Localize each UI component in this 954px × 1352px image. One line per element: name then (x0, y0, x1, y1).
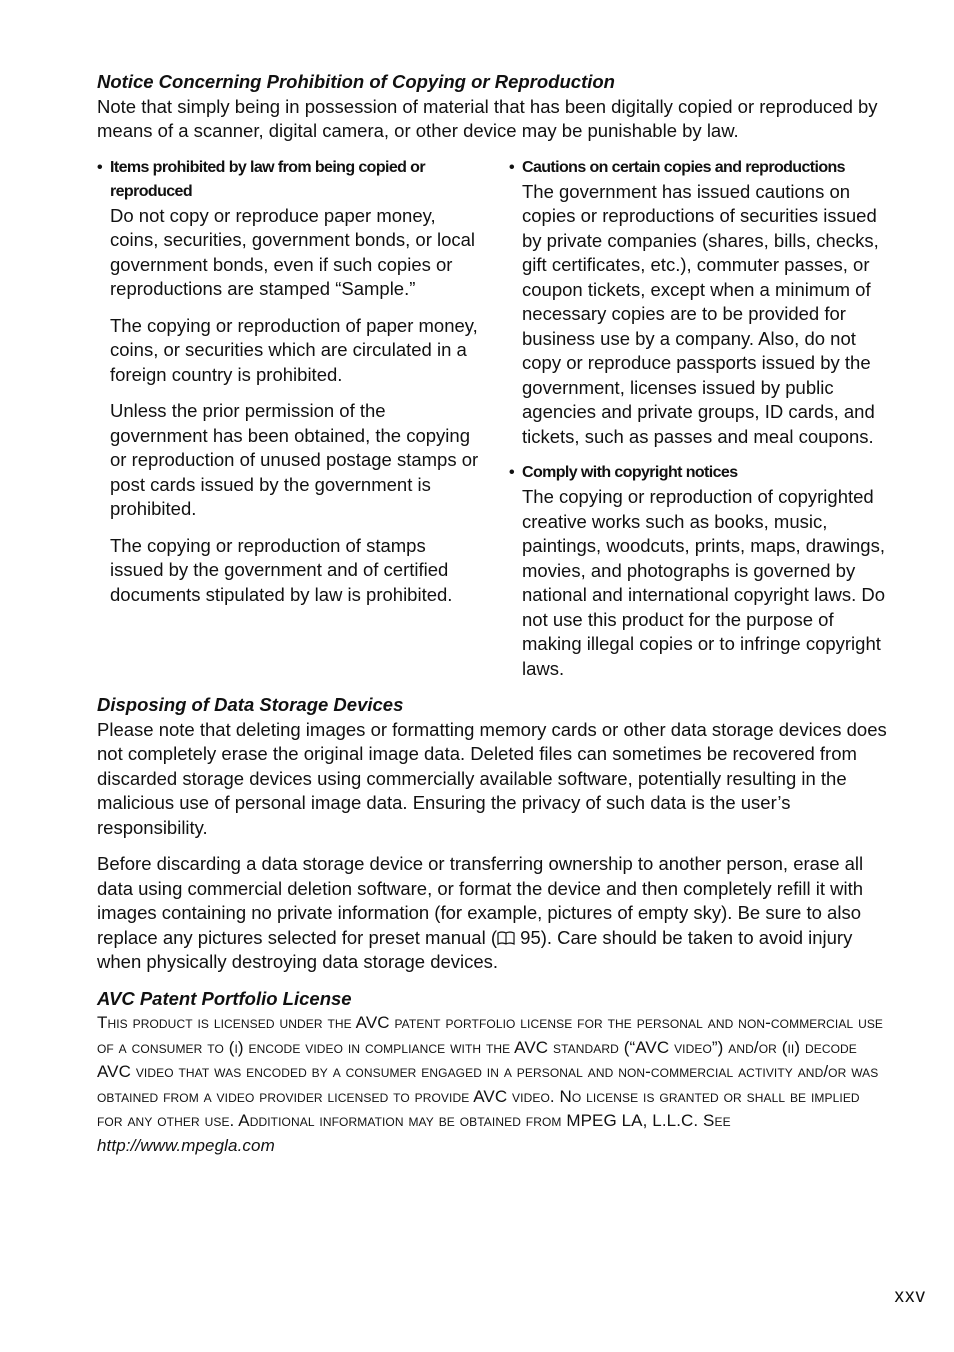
bullet-icon: • (509, 158, 515, 176)
copyright-body (509, 485, 887, 681)
cautions-heading (509, 156, 887, 180)
disposing-paragraph-1: Please note that deleting images or formatting memory cards or other data storage devices does not completely erase the original image data. Deleted files can sometimes be recovered from discarded storage devices using commercially available software, potentially resulting in the malicious use of personal image data. Ensuring the privacy of such data is the user’s responsibility. (97, 718, 887, 838)
prohibited-paragraph: The copying or reproduction of stamps issued by the government and of certified documents stipulated by law is prohibited. (110, 534, 453, 605)
disposing-paragraph-2 (97, 852, 887, 975)
avc-license-body: This product is licensed under the AVC patent portfolio license for the personal and non-commercial use of a consumer to (i) encode video in compliance with the AVC standard (“AVC video”) and/or (ii) decode AVC video that was encoded by a consumer engaged in a personal and non-commercial activity and/or was obtained from a video provider licensed to provide AVC video. No license is granted or shall be implied for any other use. Additional information may be obtained from MPEG LA, L.L.C. See (97, 1013, 884, 1130)
page-content (97, 70, 887, 1158)
cautions-body (509, 180, 887, 450)
mpegla-url[interactable]: http://www.mpegla.com (97, 1135, 275, 1155)
notice-intro: Note that simply being in possession of material that has been digitally copied or reproduced by means of a scanner, digital camera, or other device may be punishable by law. (97, 95, 878, 141)
prohibited-items-heading (97, 156, 479, 204)
notice-title: Notice Concerning Prohibition of Copying or Reproduction (97, 71, 615, 92)
avc-license-text (97, 1011, 887, 1158)
left-column (97, 156, 479, 682)
cautions-paragraph: The government has issued cautions on copies or reproductions of securities issued by private companies (shares, bills, checks, gift certificates, etc.), commuter passes, or coupon tickets, except when a minimum of necessary copies are to be provided for business use by a company. Also, do not copy or reproduce passports issued by the government, licenses issued by public agencies and private groups, ID cards, and tickets, such as passes and meal coupons. (522, 180, 879, 447)
avc-title: AVC Patent Portfolio License (97, 987, 352, 1009)
page-reference-link[interactable]: 95 (520, 926, 541, 948)
right-column (509, 156, 887, 682)
cautions-heading-text: Cautions on certain copies and reproductions (522, 158, 845, 176)
disposing-text-after: ). Care should be taken to avoid injury when physically destroying data storage devices. (97, 926, 853, 972)
prohibited-paragraph: Do not copy or reproduce paper money, coins, securities, government bonds, or local government bonds, even if such copies or reproductions are stamped “Sample.” (110, 204, 476, 299)
copyright-heading (509, 461, 887, 485)
two-column-section (97, 156, 887, 682)
copyright-paragraph: The copying or reproduction of copyrighted creative works such as books, music, paintings, woodcuts, prints, maps, drawings, movies, and photographs is governed by national and international copyright laws. Do not use this product for the purpose of making illegal copies or to infringe copyright laws. (522, 486, 886, 679)
disposing-title: Disposing of Data Storage Devices (97, 694, 404, 715)
copyright-heading-text: Comply with copyright notices (522, 464, 738, 481)
prohibited-paragraph: Unless the prior permission of the government has been obtained, the copying or reproduction of unused postage stamps or post cards issued by the government is prohibited. (110, 400, 479, 519)
prohibited-items-heading-text: Items prohibited by law from being copied or reproduced (110, 158, 425, 200)
bullet-icon: • (97, 158, 103, 176)
bullet-icon: • (509, 464, 515, 481)
disposing-text-before: Before discarding a data storage device or transferring ownership to another person, erase all data using commercial deletion software, or format the device and then completely refill it with images containing no private information (for example, pictures of empty sky). Be sure to also replace any pictures selected for preset manual ( (97, 853, 864, 948)
page-number: xxv (894, 1286, 926, 1307)
prohibited-paragraph: The copying or reproduction of paper money, coins, or securities which are circulated in a foreign country is prohibited. (110, 314, 478, 385)
book-icon (497, 931, 515, 945)
prohibited-items-body (97, 204, 479, 608)
